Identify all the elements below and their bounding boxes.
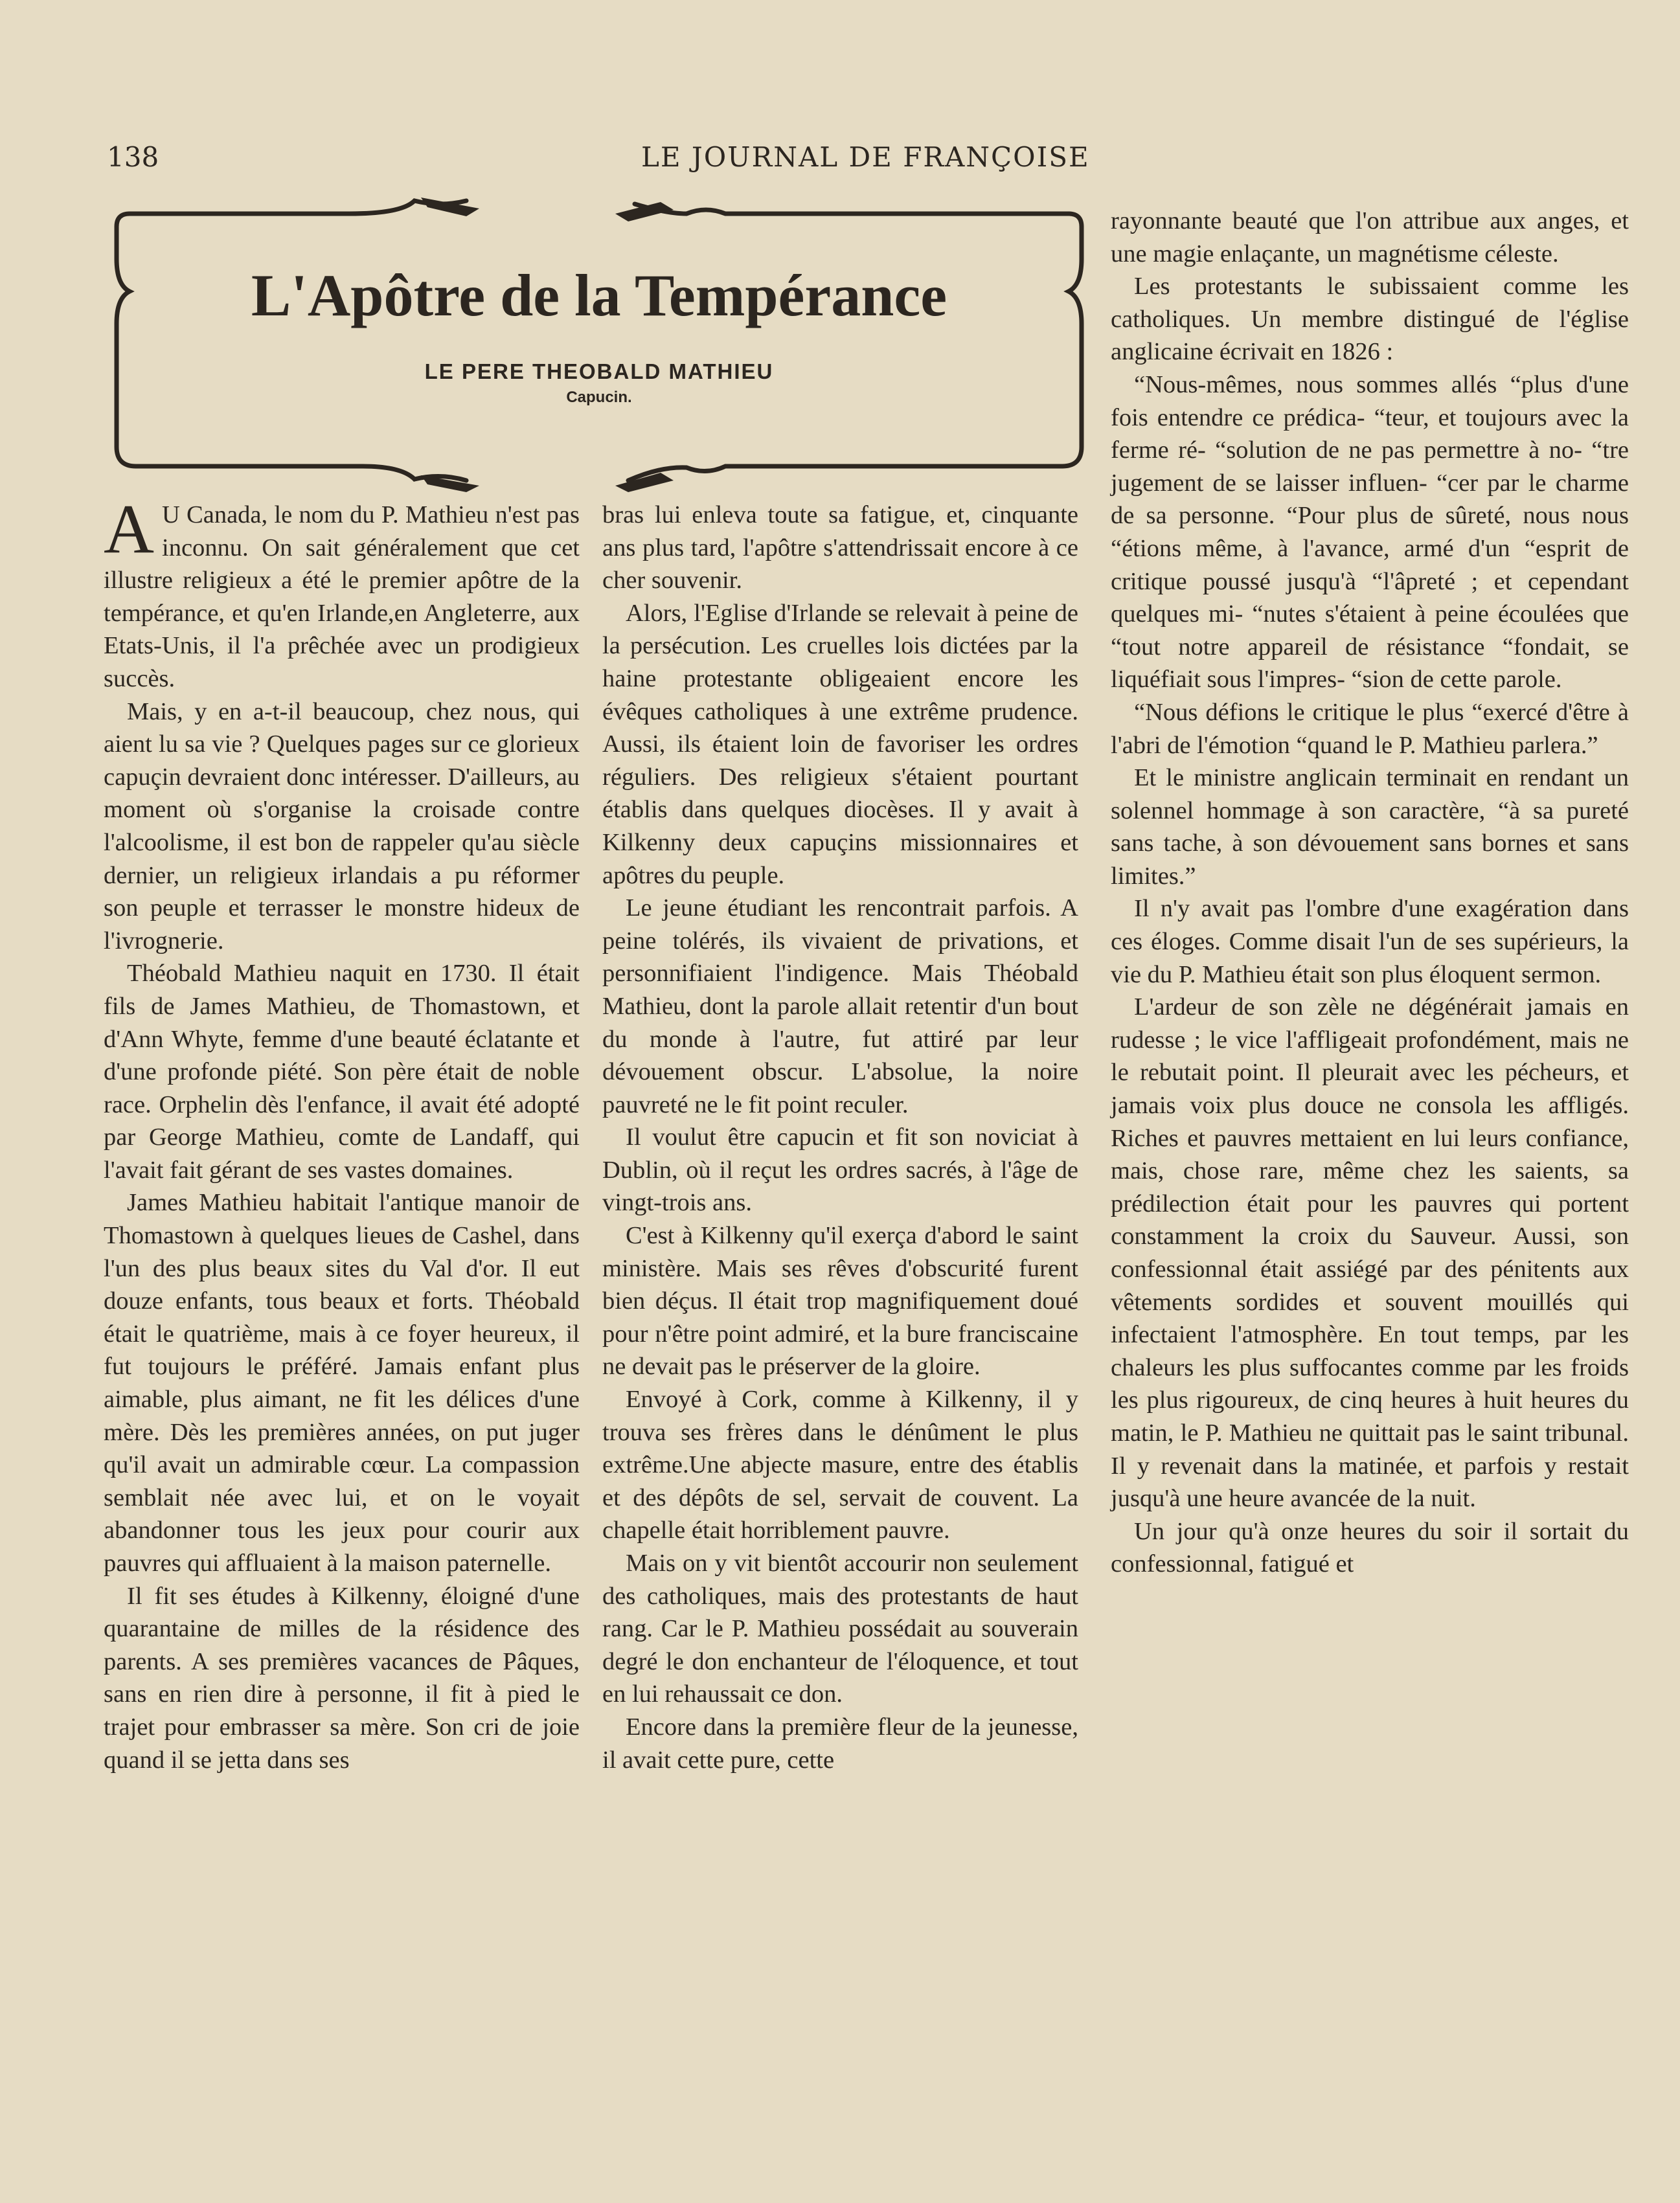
paragraph: Il n'y avait pas l'ombre d'une exagération dans ces éloges. Comme disait l'un de ses supérieurs, la vie du P. Mathieu était son plus éloquent sermon. — [1111, 895, 1629, 988]
paragraph: Le jeune étudiant les rencontrait parfois. A peine tolérés, ils vivaient de privations, et personnifiaient l'indigence. Mais Théobald Mathieu, dont la parole allait retentir d'un bout du monde à l'autre, fut attiré par leur dévouement obscur. L'absolue, la noire pauvreté ne le fit point reculer. — [602, 894, 1078, 1118]
paragraph: James Mathieu habitait l'antique manoir de Thomastown à quelques lieues de Cashel, dans l'un des plus beaux sites du Val d'or. Il eut douze enfants, tous beaux et forts. Théobald était le quatrième, mais à ce foyer heureux, il fut toujours le préféré. Jamais enfant plus aimable, plus aimant, ne fit les délices d'une mère. Dès les premières années, on put juger qu'il avait un admirable cœur. La compassion semblait née avec lui, et on le voyait abandonner tous les jeux pour courir aux pauvres qui affluaient à la maison paternelle. — [104, 1189, 580, 1577]
paragraph: Il fit ses études à Kilkenny, éloigné d'une quarantaine de milles de la résidence des parents. A ses premières vacances de Pâques, sans en rien dire à personne, il fit à pied le trajet pour embrasser sa mère. Son cri de joie quand il se jetta dans ses — [104, 1582, 580, 1774]
article-order: Capucin. — [566, 389, 632, 406]
ornamental-title-frame — [104, 188, 1095, 492]
paragraph: Les protestants le subissaient comme les catholiques. Un membre distingué de l'église anglicaine écrivait en 1826 : — [1111, 273, 1629, 366]
paragraph: Mais, y en a-t-il beaucoup, chez nous, qui aient lu sa vie ? Quelques pages sur ce glorieux capuçin devraient donc intéresser. D'ailleurs, au moment où s'organise la croisade contre l'alcoolisme, il est bon de rappeler qu'au siècle dernier, un religieux irlandais a pu réformer son peuple et terrasser le monstre hideux de l'ivrognerie. — [104, 697, 580, 955]
article-subtitle: LE PERE THEOBALD MATHIEU — [424, 359, 774, 383]
paragraph: Théobald Mathieu naquit en 1730. Il était fils de James Mathieu, de Thomastown, et d'Ann Whyte, femme d'une beauté éclatante et d'une profonde piété. Son père était de noble race. Orphelin dès l'enfance, il avait été adopté par George Mathieu, comte de Landaff, qui l'avait fait gérant de ses vastes domaines. — [104, 960, 580, 1184]
article-title: L'Apôtre de la Tempérance — [251, 262, 948, 328]
paragraph: L'ardeur de son zèle ne dégénérait jamais en rudesse ; le vice l'affligeait profondément, mais ne le rebutait point. Il pleurait avec les pécheurs, et jamais voix plus douce ne consola les affligés. Riches et pauvres mettaient en lui leurs confiance, mais, chose rare, même chez les saients, sa prédilection était pour les pauvres qui portent constamment la croix du Sauveur. Aussi, son confessionnal était assiégé par des pénitents aux vêtements sordides et souvent mouillés qui infectaient l'atmosphère. En tout temps, par les chaleurs les plus suffocantes comme par les froids les plus rigoureux, de cinq heures à huit heures du matin, le P. Mathieu ne quittait pas le saint tribunal. Il y revenait dans la matinée, et parfois y restait jusqu'à une heure avancée de la nuit. — [1111, 993, 1629, 1513]
column-1 — [104, 491, 580, 1776]
paragraph: U Canada, le nom du P. Mathieu n'est pas inconnu. On sait généralement que cet illustre religieux a été le premier apôtre de la tempérance, et qu'en Irlande,en Angleterre, aux Etats-Unis, il l'a prêchée avec un prodigieux succès. — [104, 501, 580, 692]
running-head: LE JOURNAL DE FRANÇOISE — [641, 141, 1090, 173]
column-2 — [602, 499, 1078, 1776]
paragraph: rayonnante beauté que l'on attribue aux anges, et une magie enlaçante, un magnétisme céleste. — [1111, 207, 1629, 267]
paragraph: Un jour qu'à onze heures du soir il sortait du confessionnal, fatigué et — [1111, 1517, 1629, 1578]
paragraph: Encore dans la première fleur de la jeunesse, il avait cette pure, cette — [602, 1713, 1078, 1774]
flourish-top-left — [421, 198, 479, 216]
paragraph: Envoyé à Cork, comme à Kilkenny, il y trouva ses frères dans le dénûment le plus extrême.Une abjecte masure, entre des établis et des dépôts de sel, servait de couvent. La chapelle était horriblement pauvre. — [602, 1386, 1078, 1544]
quote-paragraph: “Nous-mêmes, nous sommes allés “plus d'une fois entendre ce prédica- “teur, et toujours avec la ferme ré- “solution de ne pas permettre à no- “tre jugement de se laisser influen- “cer par le charme de sa personne. “Pour plus de sûreté, nous nous “étions même, à l'avance, armé d'un “esprit de critique poussé jusqu'à “l'âpreté ; et cependant quelques mi- “nutes s'étaient à peine écoulées que “tout notre appareil de résistance “fondait, se liquéfiait sous l'impres- “sion de cette parole. — [1111, 370, 1629, 694]
page-number: 138 — [107, 141, 159, 173]
paragraph: C'est à Kilkenny qu'il exerça d'abord le saint ministère. Mais ses rêves d'obscurité furent bien déçus. Il était trop magnifiquement doué pour n'être point admiré, et la bure franciscaine ne devait pas le préserver de la gloire. — [602, 1222, 1078, 1381]
paragraph: Alors, l'Eglise d'Irlande se relevait à peine de la persécution. Les cruelles lois dictées par la haine protestante obligeaient encore les évêques catholiques à une extrême prudence. Aussi, ils étaient loin de favoriser les ordres réguliers. Des religieux s'étaient pourtant établis dans quelques diocèses. Il y avait à Kilkenny deux capuçins missionnaires et apôtres du peuple. — [602, 599, 1078, 889]
paragraph: Et le ministre anglicain terminait en rendant un solennel hommage à son caractère, “à sa pureté sans tache, à son dévouement sans bornes et sans limites.” — [1111, 764, 1629, 890]
drop-cap: A — [104, 491, 154, 568]
column-3 — [1111, 205, 1629, 1581]
paragraph: Il voulut être capucin et fit son noviciat à Dublin, où il reçut les ordres sacrés, à l'âge de vingt-trois ans. — [602, 1124, 1078, 1217]
quote-paragraph: “Nous défions le critique le plus “exercé d'être à l'abri de l'émotion “quand le P. Mathieu parlera.” — [1111, 698, 1629, 759]
paragraph: bras lui enleva toute sa fatigue, et, cinquante ans plus tard, l'apôtre s'attendrissait encore à ce cher souvenir. — [602, 501, 1078, 594]
paragraph: Mais on y vit bientôt accourir non seulement des catholiques, mais des protestants de haut rang. Car le P. Mathieu possédait au souverain degré le don enchanteur de l'éloquence, et tout en lui rehaussait ce don. — [602, 1550, 1078, 1708]
